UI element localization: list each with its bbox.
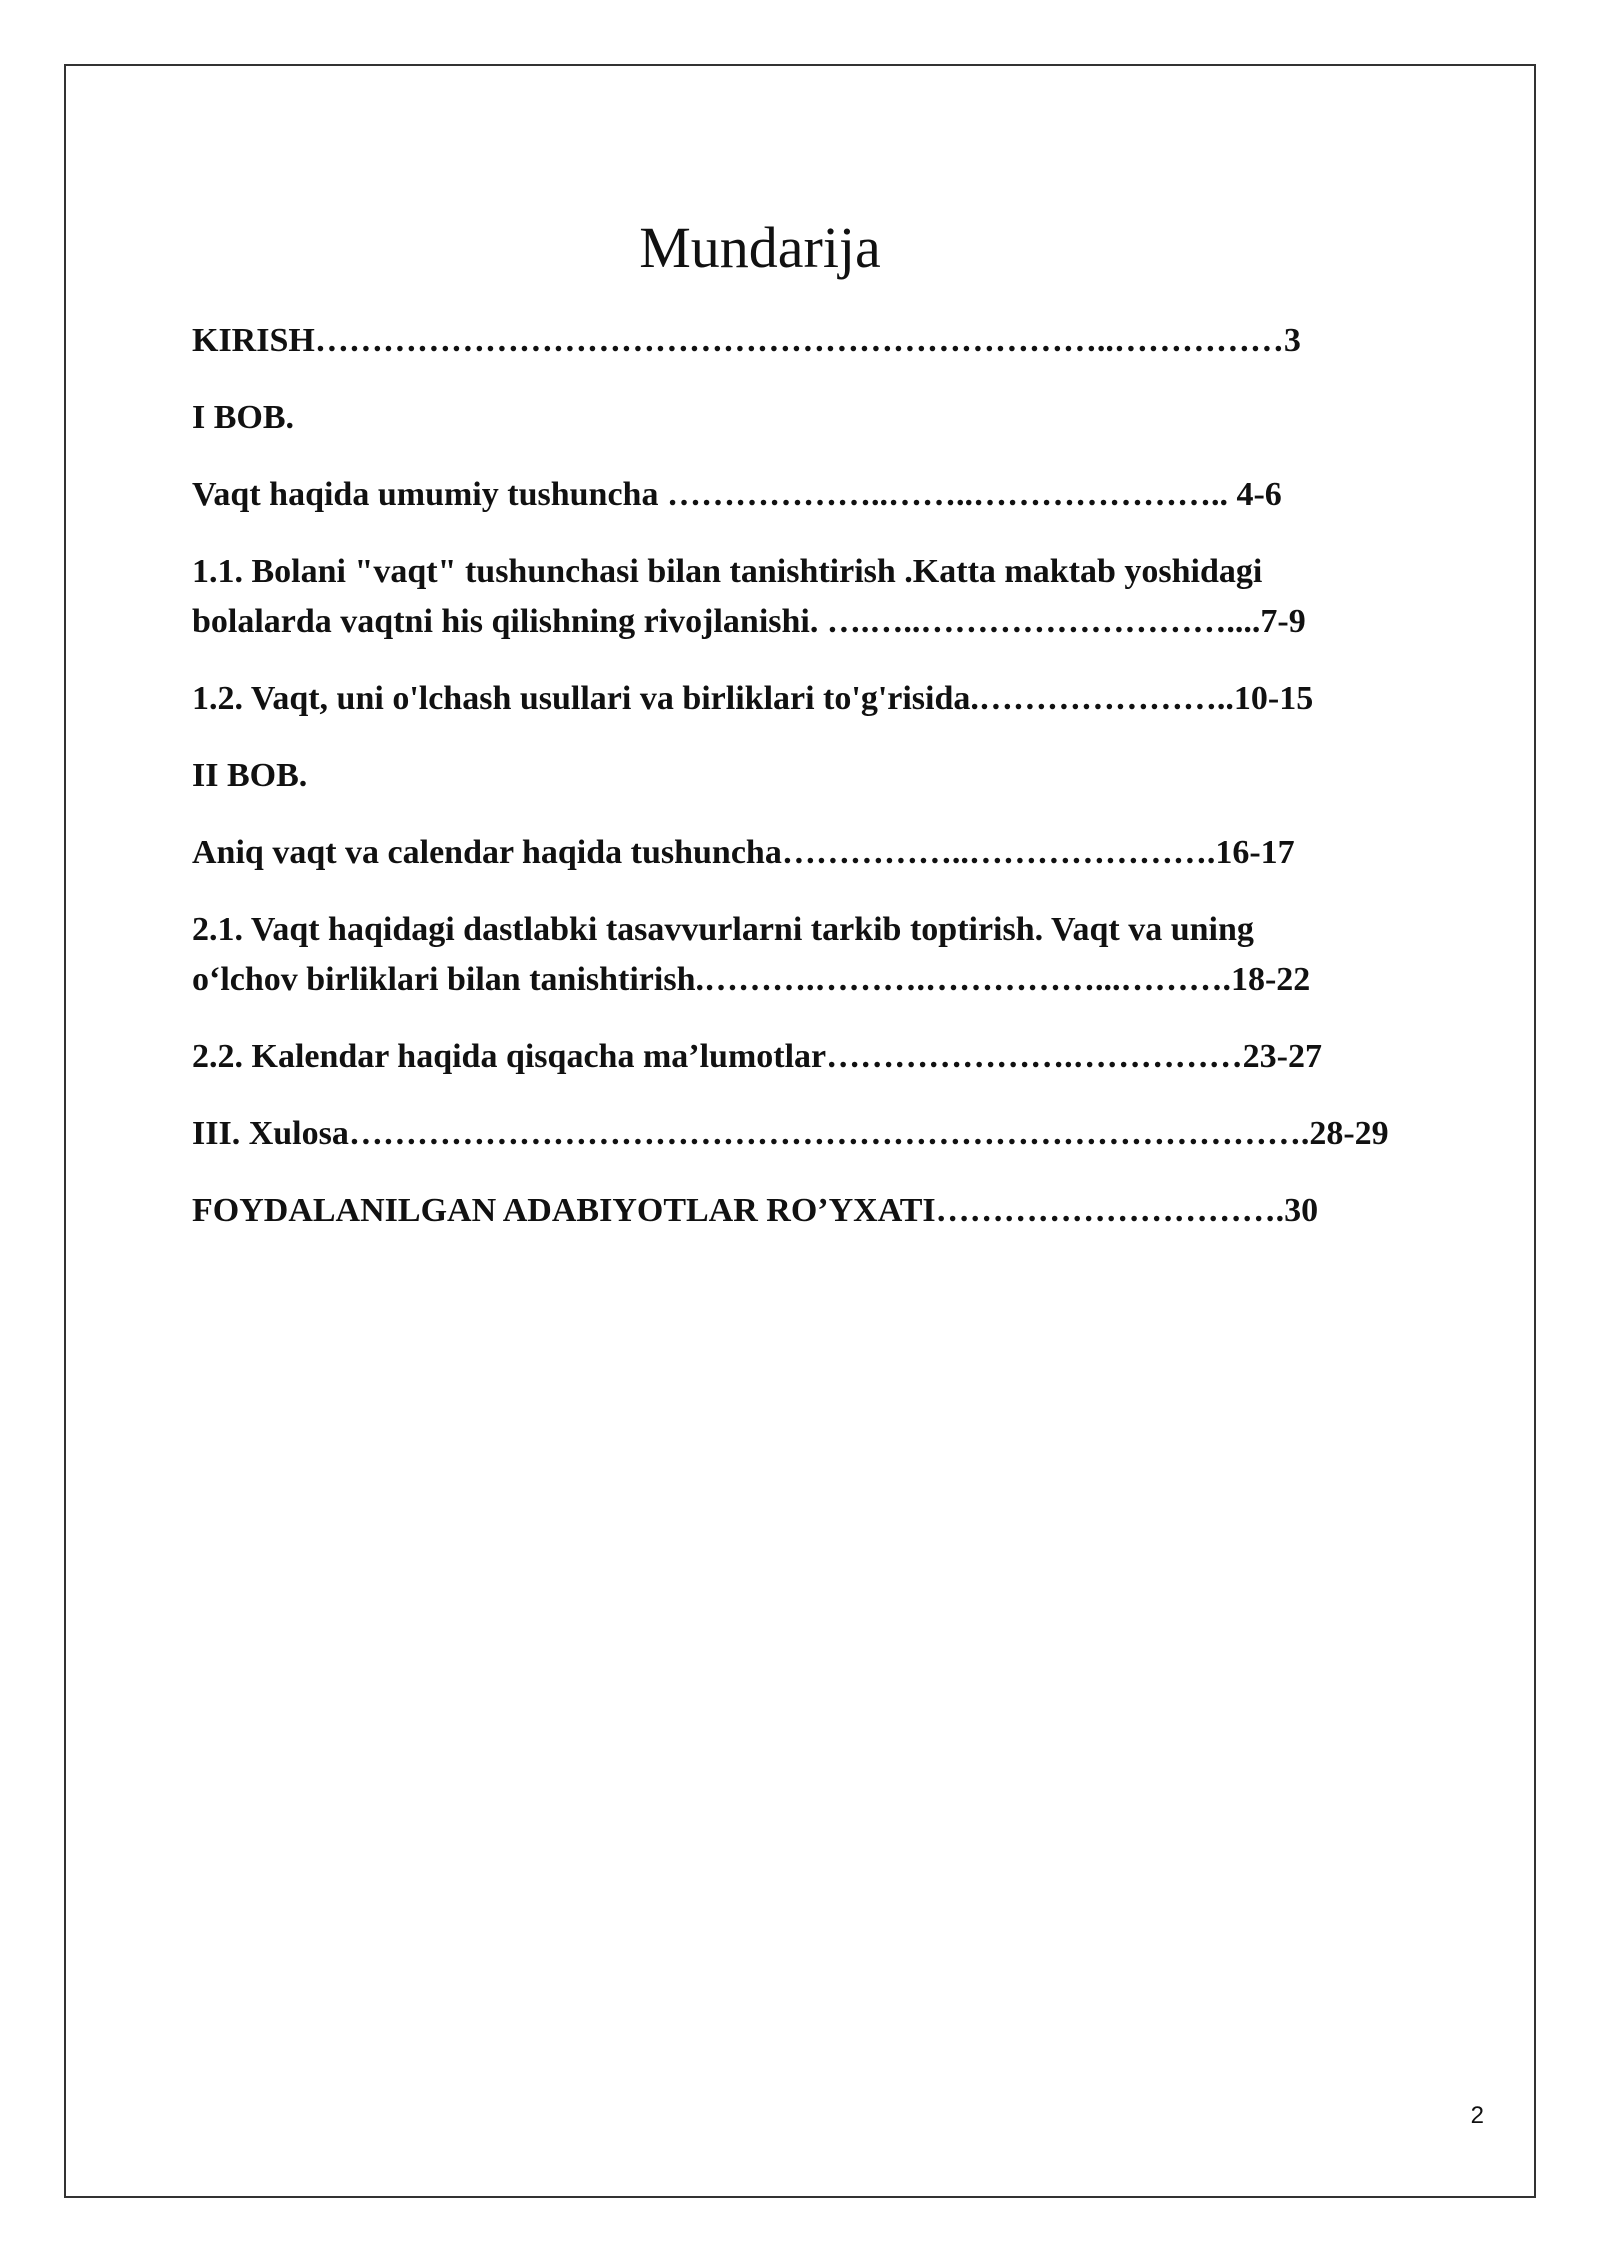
toc-entry-2-1-line-1: 2.1. Vaqt haqidagi dastlabki tasavvurlarni tarkib toptirish. Vaqt va uning — [192, 911, 1254, 948]
page-number: 2 — [1470, 2102, 1484, 2129]
toc-entry-2-2: 2.2. Kalendar haqida qisqacha ma’lumotlar………………….……………23-27 — [192, 1038, 1322, 1075]
toc-entry-kirish: KIRISH……………………………………………………………..……………3 — [192, 322, 1301, 359]
page-frame — [64, 64, 1536, 2198]
toc-entry-1-1-line-1: 1.1. Bolani "vaqt" tushunchasi bilan tanishtirish .Katta maktab yoshidagi — [192, 553, 1263, 590]
toc-entry-2-1-line-2: o‘lchov birliklari bilan tanishtirish.……….……….……………...……….18-22 — [192, 961, 1311, 998]
toc-entry-aniq-vaqt: Aniq vaqt va calendar haqida tushuncha……………..………………….16-17 — [192, 834, 1295, 871]
toc-entry-xulosa: III. Xulosa………………………………………………………………………….28-29 — [192, 1115, 1389, 1152]
toc-entry-vaqt-umumiy: Vaqt haqida umumiy tushuncha ………………..……..………………….. 4-6 — [192, 476, 1282, 513]
page-title: Mundarija — [639, 215, 881, 280]
toc-entry-adabiyotlar: FOYDALANILGAN ADABIYOTLAR RO’YXATI………………………….30 — [192, 1192, 1319, 1229]
toc-chapter-1-heading: I BOB. — [192, 399, 295, 436]
toc-entry-1-1-line-2: bolalarda vaqtni his qilishning rivojlanishi. ….…..………………………....7-9 — [192, 603, 1306, 640]
toc-chapter-2-heading: II BOB. — [192, 757, 308, 794]
toc-entry-1-2: 1.2. Vaqt, uni o'lchash usullari va birliklari to'g'risida.…………………..10-15 — [192, 680, 1314, 717]
